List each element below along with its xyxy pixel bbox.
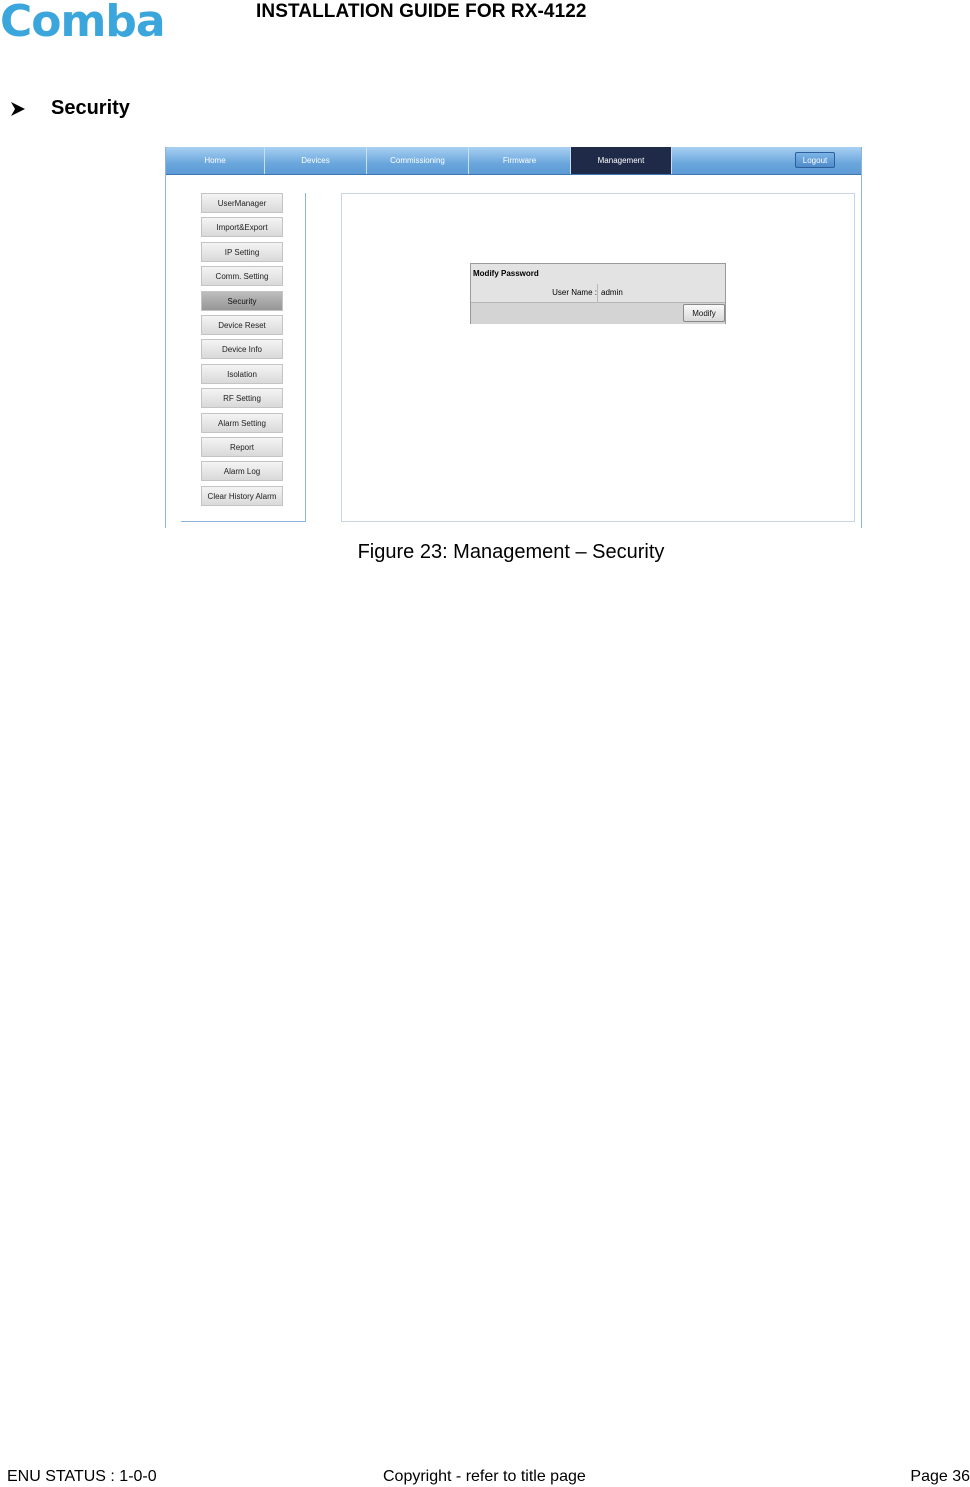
comba-logo xyxy=(0,0,185,42)
management-sidebar xyxy=(181,193,306,522)
logout-button[interactable]: Logout xyxy=(795,152,835,168)
content-panel xyxy=(341,193,855,522)
user-name-value: admin xyxy=(601,288,623,297)
sidebar-item-report[interactable]: Report xyxy=(201,437,283,457)
sidebar-item-isolation[interactable]: Isolation xyxy=(201,364,283,384)
tab-management[interactable]: Management xyxy=(571,147,672,174)
sidebar-item-alarm-log[interactable]: Alarm Log xyxy=(201,461,283,481)
section-heading-text: Security xyxy=(51,97,130,119)
sidebar-item-clear-history-alarm[interactable]: Clear History Alarm xyxy=(201,486,283,506)
tab-firmware[interactable]: Firmware xyxy=(469,147,571,174)
figure-caption: Figure 23: Management – Security xyxy=(357,541,665,563)
sidebar-item-device-info[interactable]: Device Info xyxy=(201,339,283,359)
sidebar-item-security[interactable]: Security xyxy=(201,291,283,311)
svg-text:Comba: Comba xyxy=(0,0,165,42)
document-title: INSTALLATION GUIDE FOR RX-4122 xyxy=(256,1,587,22)
tab-commissioning[interactable]: Commissioning xyxy=(367,147,469,174)
modify-password-title: Modify Password xyxy=(473,269,539,278)
footer-copyright: Copyright - refer to title page xyxy=(383,1468,586,1485)
tab-devices[interactable]: Devices xyxy=(265,147,367,174)
tab-home[interactable]: Home xyxy=(166,147,265,174)
sidebar-item-rf-setting[interactable]: RF Setting xyxy=(201,388,283,408)
sidebar-item-import-export[interactable]: Import&Export xyxy=(201,217,283,237)
arrow-bullet-icon xyxy=(8,99,28,119)
footer-status: ENU STATUS : 1-0-0 xyxy=(7,1468,157,1485)
modify-button[interactable]: Modify xyxy=(683,304,725,322)
footer-page-number: Page 36 xyxy=(910,1468,970,1485)
sidebar-item-usermanager[interactable]: UserManager xyxy=(201,193,283,213)
top-navigation-bar xyxy=(166,147,861,175)
modify-password-form xyxy=(470,263,726,324)
sidebar-item-alarm-setting[interactable]: Alarm Setting xyxy=(201,413,283,433)
sidebar-item-ip-setting[interactable]: IP Setting xyxy=(201,242,283,262)
management-security-screenshot xyxy=(165,147,862,528)
user-name-label: User Name : xyxy=(471,284,598,302)
sidebar-item-comm-setting[interactable]: Comm. Setting xyxy=(201,266,283,286)
section-heading xyxy=(8,97,130,120)
sidebar-item-device-reset[interactable]: Device Reset xyxy=(201,315,283,335)
